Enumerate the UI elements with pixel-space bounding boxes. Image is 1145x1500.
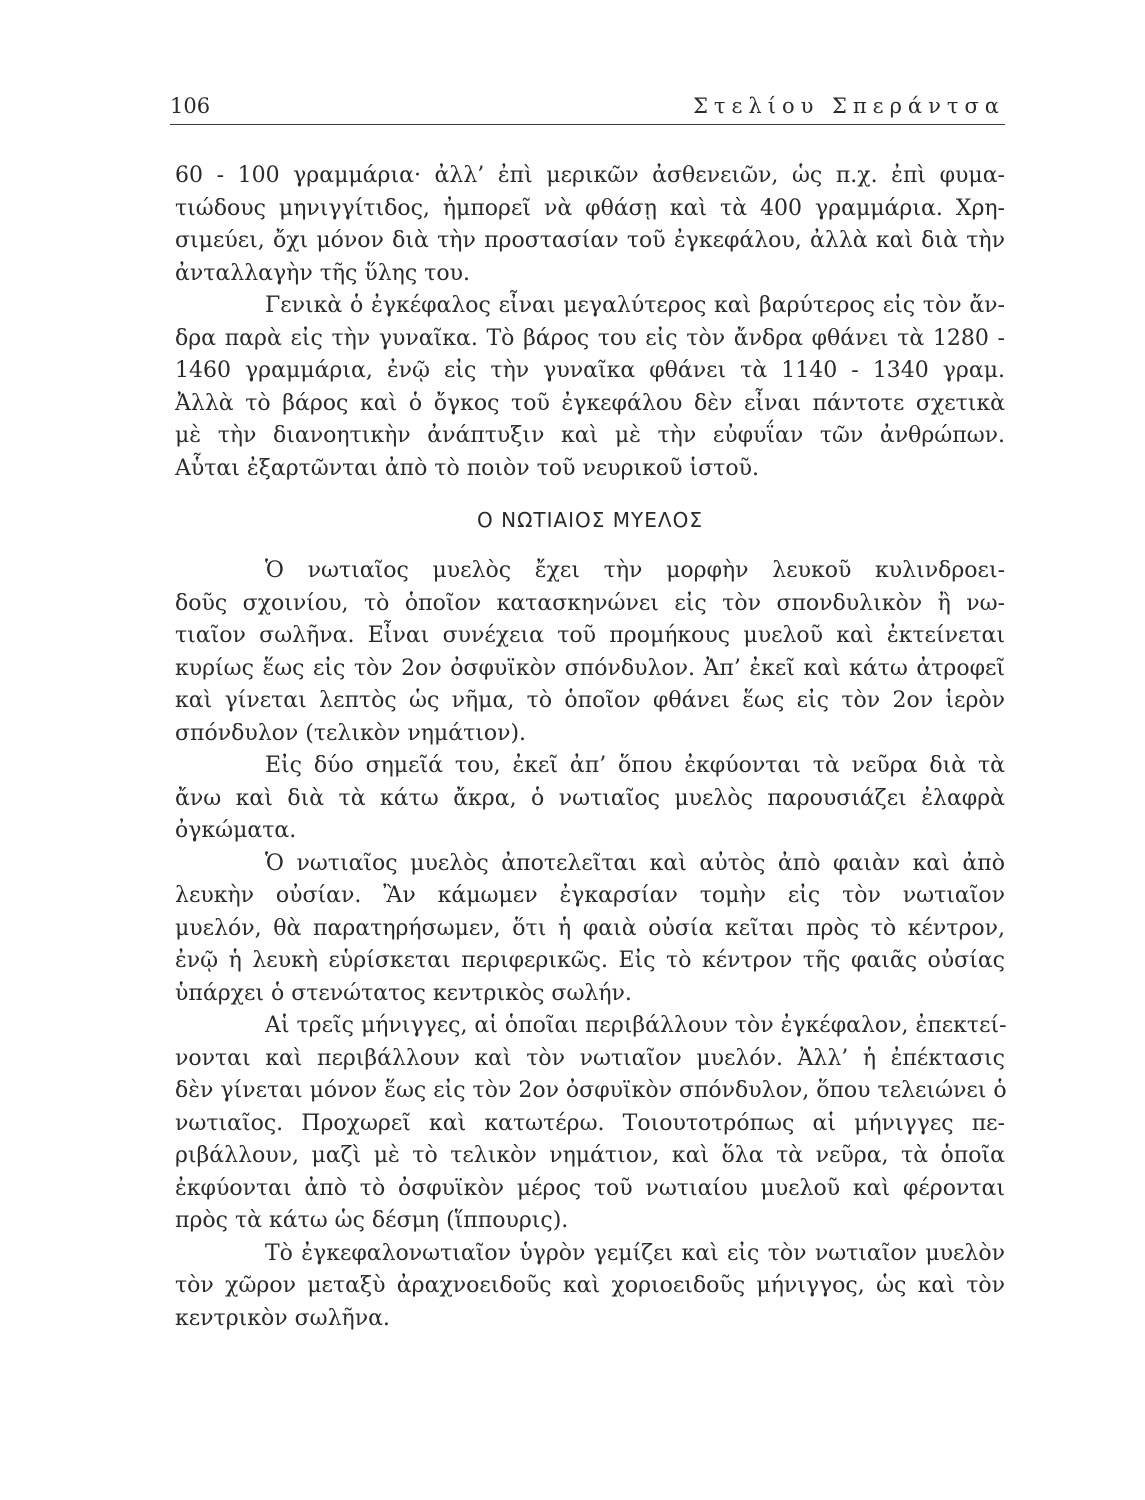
text-line: ἐκφύονται ἀπὸ τὸ ὀσφυϊκὸν μέρος τοῦ νωτιαίου μυελοῦ καὶ φέρονται xyxy=(175,1175,1005,1201)
text-line: δὲν γίνεται μόνον ἕως εἰς τὸν 2ον ὀσφυϊκὸν σπόνδυλον, ὅπου τελειώνει ὁ xyxy=(175,1078,1007,1103)
text-line: ἄνω καὶ διὰ τὰ κάτω ἄκρα, ὁ νωτιαῖος μυελὸς παρουσιάζει ἐλαφρὰ xyxy=(175,785,1005,811)
page-header xyxy=(170,92,1005,126)
text-line: δοῦς σχοινίου, τὸ ὁποῖον κατασκηνώνει εἰς τὸν σπονδυλικὸν ἢ νω- xyxy=(175,590,1005,616)
body-text xyxy=(175,160,1005,1335)
section-title: Ο ΝΩΤΙΑΙΟΣ ΜΥΕΛΟΣ xyxy=(477,508,703,532)
text-line: μυελόν, θὰ παρατηρήσωμεν, ὅτι ἡ φαιὰ οὐσία κεῖται πρὸς τὸ κέντρον, xyxy=(175,915,1005,941)
text-line: ἀνταλλαγὴν τῆς ὕλης του. xyxy=(175,260,470,286)
text-line: καὶ γίνεται λεπτὸς ὡς νῆμα, τὸ ὁποῖον φθάνει ἕως εἰς τὸν 2ον ἱερὸν xyxy=(175,688,1005,713)
text-line: Αὗται ἐξαρτῶνται ἀπὸ τὸ ποιὸν τοῦ νευρικοῦ ἱστοῦ. xyxy=(175,455,759,481)
text-line: Εἰς δύο σημεῖά του, ἐκεῖ ἀπ’ ὅπου ἐκφύονται τὰ νεῦρα διὰ τὰ xyxy=(265,753,1005,778)
text-line: κεντρικὸν σωλῆνα. xyxy=(175,1305,390,1331)
text-line: Ὁ νωτιαῖος μυελὸς ἀποτελεῖται καὶ αὐτὸς ἀπὸ φαιὰν καὶ ἀπὸ xyxy=(265,850,1005,876)
text-line: 1460 γραμμάρια, ἐνῷ εἰς τὴν γυναῖκα φθάνει τὰ 1140 - 1340 γραμ. xyxy=(175,358,1005,383)
text-line: Ὁ νωτιαῖος μυελὸς ἔχει τὴν μορφὴν λευκοῦ κυλινδροει- xyxy=(265,558,1005,583)
text-line: 60 - 100 γραμμάρια· ἀλλ’ ἐπὶ μερικῶν ἀσθενειῶν, ὡς π.χ. ἐπὶ φυμα- xyxy=(175,163,1005,188)
text-line: ὀγκώματα. xyxy=(175,818,297,843)
text-line: πρὸς τὰ κάτω ὡς δέσμη (ἵππουρις). xyxy=(175,1208,569,1233)
text-line: δρα παρὰ εἰς τὴν γυναῖκα. Τὸ βάρος του εἰς τὸν ἄνδρα φθάνει τὰ 1280 - xyxy=(175,325,1005,351)
header-rule xyxy=(170,124,1005,125)
text-line: τιώδους μηνιγγίτιδος, ἠμπορεῖ νὰ φθάσῃ καὶ τὰ 400 γραμμάρια. Χρη- xyxy=(175,195,1005,221)
text-line: κυρίως ἕως εἰς τὸν 2ον ὀσφυϊκὸν σπόνδυλον. Ἀπ’ ἐκεῖ καὶ κάτω ἀτροφεῖ xyxy=(175,655,1005,681)
text-line: τὸν χῶρον μεταξὺ ἀραχνοειδοῦς καὶ χοριοειδοῦς μήνιγγος, ὡς καὶ τὸν xyxy=(175,1273,1005,1298)
text-line: Τὸ ἐγκεφαλονωτιαῖον ὑγρὸν γεμίζει καὶ εἰς τὸν νωτιαῖον μυελὸν xyxy=(265,1240,1005,1266)
text-line: Ἀλλὰ τὸ βάρος καὶ ὁ ὄγκος τοῦ ἐγκεφάλου δὲν εἶναι πάντοτε σχετικὰ xyxy=(175,390,1005,416)
text-line: Αἱ τρεῖς μήνιγγες, αἱ ὁποῖαι περιβάλλουν τὸν ἐγκέφαλον, ἐπεκτεί- xyxy=(265,1013,1007,1038)
text-line: σιμεύει, ὄχι μόνον διὰ τὴν προστασίαν τοῦ ἐγκεφάλου, ἀλλὰ καὶ διὰ τὴν xyxy=(175,228,1005,253)
text-line: ἐνῷ ἡ λευκὴ εὑρίσκεται περιφερικῶς. Εἰς τὸ κέντρον τῆς φαιᾶς οὐσίας xyxy=(175,948,1005,973)
text-line: σπόνδυλον (τελικὸν νημάτιον). xyxy=(175,720,527,746)
text-line: νονται καὶ περιβάλλουν καὶ τὸν νωτιαῖον μυελόν. Ἀλλ’ ἡ ἐπέκτασις xyxy=(175,1045,1005,1071)
text-line: Γενικὰ ὁ ἐγκέφαλος εἶναι μεγαλύτερος καὶ βαρύτερος εἰς τὸν ἄν- xyxy=(265,293,1005,318)
running-head: Στελίου Σπεράντσα xyxy=(693,94,1005,118)
text-line: λευκὴν οὐσίαν. Ἂν κάμωμεν ἐγκαρσίαν τομὴν εἰς τὸν νωτιαῖον xyxy=(175,883,1005,908)
text-line: μὲ τὴν διανοητικὴν ἀνάπτυξιν καὶ μὲ τὴν εὐφυΐαν τῶν ἀνθρώπων. xyxy=(175,423,1005,448)
text-line: τιαῖον σωλῆνα. Εἶναι συνέχεια τοῦ προμήκους μυελοῦ καὶ ἐκτείνεται xyxy=(175,623,1005,648)
page-number: 106 xyxy=(170,94,211,118)
text-line: ὑπάρχει ὁ στενώτατος κεντρικὸς σωλήν. xyxy=(175,980,632,1006)
text-line: ριβάλλουν, μαζὶ μὲ τὸ τελικὸν νημάτιον, καὶ ὅλα τὰ νεῦρα, τὰ ὁποῖα xyxy=(175,1143,1005,1168)
text-line: νωτιαῖος. Προχωρεῖ καὶ κατωτέρω. Τοιουτοτρόπως αἱ μήνιγγες πε- xyxy=(175,1110,1005,1136)
